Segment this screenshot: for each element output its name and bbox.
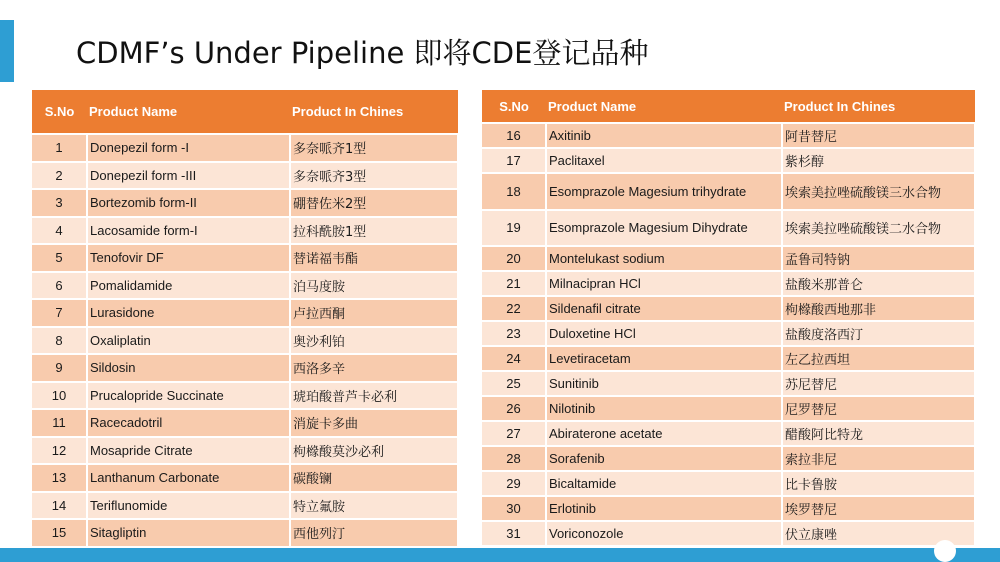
cell-product-name: Teriflunomide xyxy=(87,492,290,520)
cell-product-chinese: 西洛多辛 xyxy=(290,354,458,382)
table-body-right xyxy=(482,123,975,546)
header-product-chinese: Product In Chines xyxy=(290,90,458,134)
cell-product-name: Milnacipran HCl xyxy=(546,271,782,296)
cell-product-chinese: 奥沙利铂 xyxy=(290,327,458,355)
table-row xyxy=(32,162,458,190)
cell-sno: 27 xyxy=(482,421,546,446)
table-row xyxy=(32,492,458,520)
table-row xyxy=(32,519,458,547)
table-row xyxy=(482,471,975,496)
cell-product-chinese: 索拉非尼 xyxy=(782,446,975,471)
cell-product-name: Montelukast sodium xyxy=(546,246,782,271)
cell-product-name: Donepezil form -I xyxy=(87,134,290,162)
cell-sno: 23 xyxy=(482,321,546,346)
table-row xyxy=(32,327,458,355)
cell-sno: 2 xyxy=(32,162,87,190)
cell-product-chinese: 多奈哌齐3型 xyxy=(290,162,458,190)
cell-sno: 30 xyxy=(482,496,546,521)
cell-product-chinese: 阿昔替尼 xyxy=(782,123,975,148)
cell-sno: 18 xyxy=(482,173,546,210)
cell-product-name: Pomalidamide xyxy=(87,272,290,300)
cell-product-chinese: 埃罗替尼 xyxy=(782,496,975,521)
cell-sno: 7 xyxy=(32,299,87,327)
title-band xyxy=(0,20,1000,82)
cell-sno: 29 xyxy=(482,471,546,496)
table-row xyxy=(482,271,975,296)
product-table-right xyxy=(482,90,976,547)
cell-product-chinese: 消旋卡多曲 xyxy=(290,409,458,437)
cell-product-name: Donepezil form -III xyxy=(87,162,290,190)
cell-sno: 25 xyxy=(482,371,546,396)
cell-product-chinese: 孟鲁司特钠 xyxy=(782,246,975,271)
cell-product-name: Oxaliplatin xyxy=(87,327,290,355)
cell-sno: 19 xyxy=(482,210,546,247)
cell-product-chinese: 比卡鲁胺 xyxy=(782,471,975,496)
table-header-row xyxy=(32,90,458,134)
cell-product-name: Lacosamide form-I xyxy=(87,217,290,245)
cell-sno: 11 xyxy=(32,409,87,437)
table-row xyxy=(482,210,975,247)
cell-sno: 10 xyxy=(32,382,87,410)
table-row xyxy=(32,134,458,162)
cell-sno: 20 xyxy=(482,246,546,271)
cell-product-chinese: 尼罗替尼 xyxy=(782,396,975,421)
cell-product-name: Esomprazole Magesium Dihydrate xyxy=(546,210,782,247)
cell-product-chinese: 醋酸阿比特龙 xyxy=(782,421,975,446)
cell-product-name: Sildosin xyxy=(87,354,290,382)
cell-product-name: Duloxetine HCl xyxy=(546,321,782,346)
cell-sno: 28 xyxy=(482,446,546,471)
footer-circle-ornament xyxy=(934,540,956,562)
cell-product-chinese: 枸橼酸莫沙必利 xyxy=(290,437,458,465)
header-sno: S.No xyxy=(32,90,87,134)
cell-product-chinese: 琥珀酸普芦卡必利 xyxy=(290,382,458,410)
cell-sno: 17 xyxy=(482,148,546,173)
cell-product-chinese: 左乙拉西坦 xyxy=(782,346,975,371)
cell-product-name: Levetiracetam xyxy=(546,346,782,371)
table-row xyxy=(482,296,975,321)
header-product-chinese: Product In Chines xyxy=(782,90,975,123)
cell-product-chinese: 碳酸镧 xyxy=(290,464,458,492)
cell-product-chinese: 埃索美拉唑硫酸镁二水合物 xyxy=(782,210,975,247)
cell-product-chinese: 盐酸度洛西汀 xyxy=(782,321,975,346)
table-row xyxy=(32,464,458,492)
table-row xyxy=(32,244,458,272)
cell-sno: 1 xyxy=(32,134,87,162)
cell-sno: 24 xyxy=(482,346,546,371)
cell-product-name: Voriconozole xyxy=(546,521,782,546)
cell-product-chinese: 枸橼酸西地那非 xyxy=(782,296,975,321)
cell-sno: 6 xyxy=(32,272,87,300)
table-row xyxy=(482,123,975,148)
cell-product-name: Tenofovir DF xyxy=(87,244,290,272)
table-row xyxy=(482,173,975,210)
table-row xyxy=(32,189,458,217)
table-body-left xyxy=(32,134,458,547)
cell-product-name: Sorafenib xyxy=(546,446,782,471)
header-product-name: Product Name xyxy=(546,90,782,123)
table-row xyxy=(482,446,975,471)
cell-product-name: Sunitinib xyxy=(546,371,782,396)
header-product-name: Product Name xyxy=(87,90,290,134)
cell-sno: 21 xyxy=(482,271,546,296)
cell-sno: 26 xyxy=(482,396,546,421)
cell-product-chinese: 拉科酰胺1型 xyxy=(290,217,458,245)
cell-product-name: Mosapride Citrate xyxy=(87,437,290,465)
cell-sno: 31 xyxy=(482,521,546,546)
cell-product-name: Sitagliptin xyxy=(87,519,290,547)
table-row xyxy=(482,346,975,371)
table-row xyxy=(482,246,975,271)
table-row xyxy=(482,521,975,546)
cell-product-chinese: 泊马度胺 xyxy=(290,272,458,300)
table-row xyxy=(32,272,458,300)
table-row xyxy=(32,437,458,465)
table-row xyxy=(482,321,975,346)
table-header-row xyxy=(482,90,975,123)
table-row xyxy=(482,421,975,446)
table-row xyxy=(32,354,458,382)
cell-product-chinese: 特立氟胺 xyxy=(290,492,458,520)
footer-band xyxy=(0,548,1000,562)
table-row xyxy=(32,299,458,327)
cell-product-chinese: 盐酸米那普仑 xyxy=(782,271,975,296)
cell-sno: 3 xyxy=(32,189,87,217)
cell-product-chinese: 卢拉西酮 xyxy=(290,299,458,327)
cell-sno: 12 xyxy=(32,437,87,465)
cell-product-name: Bicaltamide xyxy=(546,471,782,496)
cell-sno: 5 xyxy=(32,244,87,272)
cell-product-name: Paclitaxel xyxy=(546,148,782,173)
table-row xyxy=(482,371,975,396)
cell-product-name: Erlotinib xyxy=(546,496,782,521)
cell-product-chinese: 紫杉醇 xyxy=(782,148,975,173)
cell-product-chinese: 苏尼替尼 xyxy=(782,371,975,396)
cell-product-chinese: 伏立康唑 xyxy=(782,521,975,546)
cell-product-name: Abiraterone acetate xyxy=(546,421,782,446)
table-row xyxy=(482,496,975,521)
cell-product-name: Esomprazole Magesium trihydrate xyxy=(546,173,782,210)
cell-sno: 8 xyxy=(32,327,87,355)
cell-sno: 13 xyxy=(32,464,87,492)
table-row xyxy=(32,217,458,245)
cell-product-name: Lurasidone xyxy=(87,299,290,327)
table-row xyxy=(482,396,975,421)
header-sno: S.No xyxy=(482,90,546,123)
cell-sno: 22 xyxy=(482,296,546,321)
cell-sno: 16 xyxy=(482,123,546,148)
product-table-left xyxy=(32,90,459,548)
table-row xyxy=(32,382,458,410)
slide-title: CDMF’s Under Pipeline 即将CDE登记品种 xyxy=(14,20,1000,82)
table-row xyxy=(482,148,975,173)
cell-product-name: Nilotinib xyxy=(546,396,782,421)
cell-product-name: Bortezomib form-II xyxy=(87,189,290,217)
cell-product-chinese: 硼替佐米2型 xyxy=(290,189,458,217)
cell-product-name: Lanthanum Carbonate xyxy=(87,464,290,492)
cell-product-name: Axitinib xyxy=(546,123,782,148)
cell-product-chinese: 西他列汀 xyxy=(290,519,458,547)
cell-product-name: Sildenafil citrate xyxy=(546,296,782,321)
table-row xyxy=(32,409,458,437)
cell-sno: 9 xyxy=(32,354,87,382)
cell-product-chinese: 多奈哌齐1型 xyxy=(290,134,458,162)
cell-sno: 14 xyxy=(32,492,87,520)
cell-product-chinese: 替诺福韦酯 xyxy=(290,244,458,272)
cell-product-name: Racecadotril xyxy=(87,409,290,437)
cell-sno: 15 xyxy=(32,519,87,547)
cell-product-chinese: 埃索美拉唑硫酸镁三水合物 xyxy=(782,173,975,210)
cell-product-name: Prucalopride Succinate xyxy=(87,382,290,410)
cell-sno: 4 xyxy=(32,217,87,245)
